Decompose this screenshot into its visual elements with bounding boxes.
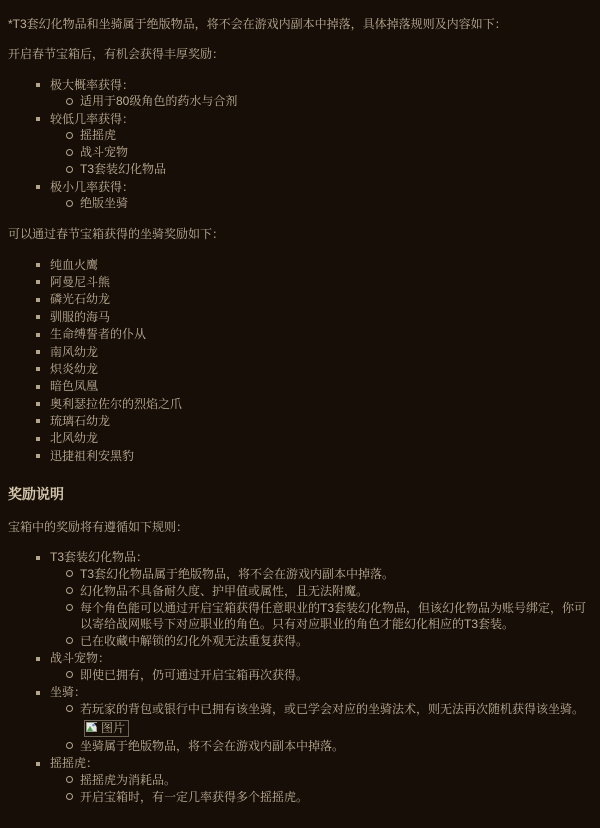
mount-item: 纯血火鹰 bbox=[50, 256, 590, 273]
mount-item: 琉璃石幼龙 bbox=[50, 412, 590, 429]
list-item: 战斗宠物 bbox=[80, 144, 590, 161]
probability-label: 极小几率获得： bbox=[50, 179, 135, 194]
rule-sublist bbox=[50, 771, 590, 805]
rule-group-label: 坐骑： bbox=[50, 685, 87, 699]
mount-item: 南风幼龙 bbox=[50, 343, 590, 360]
mount-item: 驯服的海马 bbox=[50, 308, 590, 325]
rule-item: 坐骑属于绝版物品，将不会在游戏内副本中掉落。 bbox=[80, 737, 590, 754]
rule-item: 即使已拥有，仍可通过开启宝箱再次获得。 bbox=[80, 666, 590, 683]
rules-intro: 宝箱中的奖励将有遵循如下规则： bbox=[8, 519, 189, 534]
rule-group-label: T3套装幻化物品： bbox=[50, 550, 149, 564]
rule-group bbox=[50, 755, 590, 806]
rule-item: T3套幻化物品属于绝版物品，将不会在游戏内副本中掉落。 bbox=[80, 565, 590, 582]
probability-sublist bbox=[50, 127, 590, 178]
list-item: 绝版坐骑 bbox=[80, 195, 590, 212]
probability-list bbox=[8, 76, 590, 212]
rule-item-text: 若玩家的背包或银行中已拥有该坐骑，或已学会对应的坐骑法术，则无法再次随机获得该坐骑。 bbox=[80, 701, 585, 716]
rewards-heading: 奖励说明 bbox=[8, 485, 64, 502]
probability-label: 极大概率获得： bbox=[50, 77, 135, 92]
rule-group-label: 摇摇虎： bbox=[50, 756, 99, 770]
rule-item: 幻化物品不具备耐久度、护甲值或属性，且无法附魔。 bbox=[80, 582, 590, 599]
list-item: 摇摇虎 bbox=[80, 127, 590, 144]
rule-group bbox=[50, 650, 590, 684]
rules-list bbox=[8, 549, 590, 806]
rule-group bbox=[50, 684, 590, 755]
intro-note: *T3套幻化物品和坐骑属于绝版物品，将不会在游戏内副本中掉落，具体掉落规则及内容如下： bbox=[8, 17, 507, 31]
probability-sublist bbox=[50, 195, 590, 212]
rule-sublist bbox=[50, 700, 590, 754]
mount-item: 暗色凤凰 bbox=[50, 378, 590, 395]
rule-item bbox=[80, 700, 590, 737]
broken-image-placeholder bbox=[84, 720, 129, 737]
probability-sublist bbox=[50, 93, 590, 110]
rule-sublist bbox=[50, 666, 590, 683]
probability-label: 较低几率获得： bbox=[50, 111, 135, 126]
rule-item: 开启宝箱时，有一定几率获得多个摇摇虎。 bbox=[80, 788, 590, 805]
list-item bbox=[50, 178, 590, 212]
mount-item: 奥利瑟拉佐尔的烈焰之爪 bbox=[50, 395, 590, 412]
rule-item: 每个角色能可以通过开启宝箱获得任意职业的T3套装幻化物品，但该幻化物品为账号绑定，你可以寄给战网账号下对应职业的角色。只有对应职业的角色才能幻化相应的T3套装。 bbox=[80, 599, 590, 632]
rule-sublist bbox=[50, 565, 590, 649]
rule-item: 摇摇虎为消耗品。 bbox=[80, 771, 590, 788]
mount-item: 炽炎幼龙 bbox=[50, 360, 590, 377]
open-box-line: 开启春节宝箱后，有机会获得丰厚奖励： bbox=[8, 47, 225, 61]
broken-image-icon bbox=[86, 722, 99, 734]
rule-group-label: 战斗宠物： bbox=[50, 651, 111, 665]
mount-item: 北风幼龙 bbox=[50, 430, 590, 447]
list-item bbox=[50, 110, 590, 178]
mount-item: 生命缚誓者的仆从 bbox=[50, 326, 590, 343]
mount-item: 迅捷祖利安黑豹 bbox=[50, 447, 590, 464]
list-item: 适用于80级角色的药水与合剂 bbox=[80, 93, 590, 110]
mount-list bbox=[8, 256, 590, 465]
list-item bbox=[50, 76, 590, 110]
rule-item: 已在收藏中解锁的幻化外观无法重复获得。 bbox=[80, 632, 590, 649]
mount-item: 阿曼尼斗熊 bbox=[50, 273, 590, 290]
mounts-intro: 可以通过春节宝箱获得的坐骑奖励如下： bbox=[8, 227, 225, 241]
rule-group bbox=[50, 549, 590, 650]
mount-item: 磷光石幼龙 bbox=[50, 291, 590, 308]
broken-image-alt: 图片 bbox=[101, 720, 126, 735]
list-item: T3套装幻化物品 bbox=[80, 161, 590, 178]
